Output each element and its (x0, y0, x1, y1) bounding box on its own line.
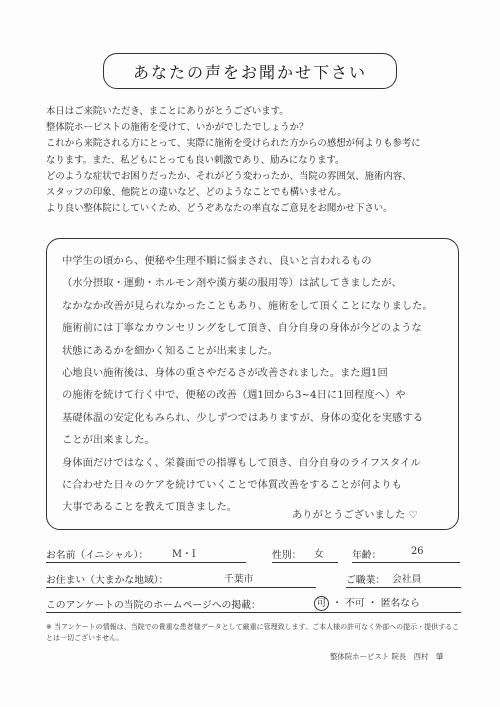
intro-line: スタッフの印象、他院との違いなど、どのようなことでも構いません。 (46, 187, 347, 199)
heart-icon: ♡ (408, 510, 418, 521)
job-label: ご職業： (346, 575, 386, 586)
name-field[interactable]: M・I (172, 549, 196, 560)
comment-line: 大事であることを教えて頂きました。 (62, 501, 238, 514)
comment-line: 状態にあるかを細かく知ることが出来ました。 (62, 344, 279, 357)
gender-label: 性別： (272, 550, 302, 561)
age-field[interactable]: 26 (411, 546, 424, 557)
intro-line: どのような症状でお困りだったか、それがどう変わったか、当院の雰囲気、施術内容、 (46, 170, 412, 182)
name-label: お名前（イニシャル）： (46, 550, 149, 561)
consent-underline (46, 612, 461, 613)
comment-line: 身体面だけではなく、栄養面での指導もして頂き、自分自身のライフスタイル (62, 456, 421, 469)
thanks-text: ありがとうございました (292, 509, 406, 521)
address-label: お住まい（大まかな地域）： (46, 575, 169, 586)
thanks-note (292, 506, 418, 521)
comment-line: （水分摂取・運動・ホルモン剤や漢方薬の服用等）は試してきましたが、 (62, 277, 402, 290)
comment-line: 心地良い施術後は、身体の重さやだるさが改善されました。また週1回 (62, 367, 388, 380)
consent-options (314, 595, 420, 611)
privacy-note: ※ 当アンケートの情報は、当院での貴重な患者様データとして厳重に管理致します。ご本人様の許可なく外部への提示・提供することは一切ございません。 (46, 623, 460, 642)
intro-line: なります。また、私どもにとっても良い刺激であり、励みになります。 (46, 154, 345, 166)
job-underline (346, 587, 461, 588)
consent-separator: ・ (332, 598, 342, 609)
form-row-name (46, 545, 461, 563)
comment-line: 施術前には丁寧なカウンセリングをして頂き、自分自身の身体が今どのような (62, 322, 422, 335)
age-label: 年齢： (352, 550, 382, 561)
intro-line: 本日はご来院いただき、まことにありがとうございます。 (46, 106, 289, 117)
age-underline (352, 562, 460, 563)
comment-line: ことが出来ました。 (62, 434, 155, 447)
consent-option-no[interactable]: 不可 (345, 598, 365, 609)
form-row-consent (46, 595, 461, 613)
consent-option-anonymous[interactable]: 匿名なら (380, 598, 420, 609)
form-row-address (46, 570, 461, 588)
page-title (103, 53, 397, 89)
gender-field[interactable]: 女 (314, 549, 324, 560)
intro-line: より良い整体院にしていくため、どうぞあなたの率直なご意見をお聞かせ下さい。 (46, 203, 393, 215)
comment-line: の施術を続けて行く中で、便秘の改善（週1回から3~4日に1回程度へ）や (62, 389, 406, 402)
consent-separator: ・ (367, 598, 378, 609)
title-text: あなたの声をお聞かせ下さい (132, 62, 367, 82)
consent-option-yes[interactable]: 可 (314, 596, 329, 611)
handwritten-comment (62, 250, 452, 519)
address-underline (46, 587, 316, 588)
clinic-signature: 整体院ホーピスト 院長 西村 肇 (330, 652, 444, 661)
comment-line: 中学生の頃から、便秘や生理不順に悩まされ、良いと言われるもの (62, 255, 372, 267)
consent-label: このアンケートの当院のホームページへの掲載： (46, 600, 261, 611)
intro-text (46, 104, 466, 217)
comment-line: 基礎体温の安定化もみられ、少しずつではありますが、身体の変化を実感する (62, 411, 424, 424)
comment-line: なかなか改善が見られなかったこともあり、施術をして頂くことになりました。 (62, 299, 433, 312)
gender-underline (272, 562, 338, 563)
intro-line: これから来院される方にとって、実際に施術を受けられた方からの感想が何よりも参考に (46, 138, 421, 150)
comment-line: に合わせた日々のケアを続けていくことで体質改善をすることが何よりも (62, 479, 402, 492)
address-field[interactable]: 千葉市 (224, 574, 254, 585)
job-field[interactable]: 会社員 (392, 574, 422, 585)
intro-line: 整体院ホーピストの施術を受けて、いかがでしたでしょうか？ (46, 122, 309, 134)
name-underline (46, 562, 246, 563)
